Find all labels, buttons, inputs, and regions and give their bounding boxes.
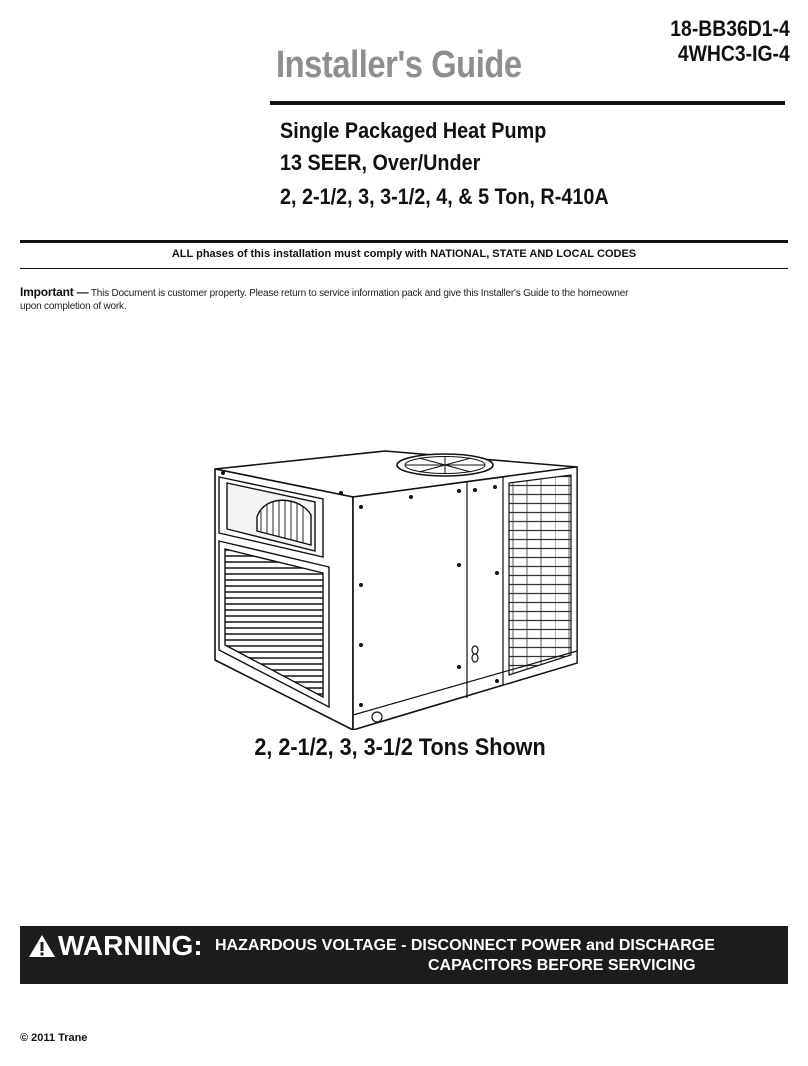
codes-top-rule	[20, 240, 788, 243]
warning-banner	[20, 926, 788, 984]
warning-line-1: HAZARDOUS VOLTAGE - DISCONNECT POWER and DISCHARGE	[215, 937, 715, 954]
heat-pump-unit-illustration	[205, 445, 595, 730]
important-label: Important —	[20, 285, 89, 299]
product-line-2: 13 SEER, Over/Under	[280, 150, 481, 175]
codes-bottom-rule	[20, 268, 788, 269]
product-line-3: 2, 2-1/2, 3, 3-1/2, 4, & 5 Ton, R-410A	[280, 184, 609, 209]
codes-notice: ALL phases of this installation must comply with NATIONAL, STATE AND LOCAL CODES	[171, 248, 637, 260]
warning-label-group	[28, 930, 203, 962]
product-line-1: Single Packaged Heat Pump	[280, 118, 547, 143]
important-text: This Document is customer property. Please return to service information pack and give this Installer's Guide to the homeowner upon completion of work.	[20, 288, 629, 312]
page-title: Installer's Guide	[276, 44, 522, 86]
warning-label: WARNING:	[58, 930, 203, 961]
warning-message	[215, 936, 775, 976]
warning-line-2: CAPACITORS BEFORE SERVICING	[428, 957, 696, 974]
doc-number-line2: 4WHC3-IG-4	[678, 41, 790, 66]
title-divider	[270, 101, 785, 105]
important-notice	[20, 286, 640, 313]
document-number	[671, 16, 790, 66]
doc-number-line1: 18-BB36D1-4	[670, 16, 790, 41]
warning-triangle-icon	[28, 933, 56, 959]
copyright: © 2011 Trane	[20, 1032, 88, 1044]
illustration-caption: 2, 2-1/2, 3, 3-1/2 Tons Shown	[254, 734, 546, 761]
